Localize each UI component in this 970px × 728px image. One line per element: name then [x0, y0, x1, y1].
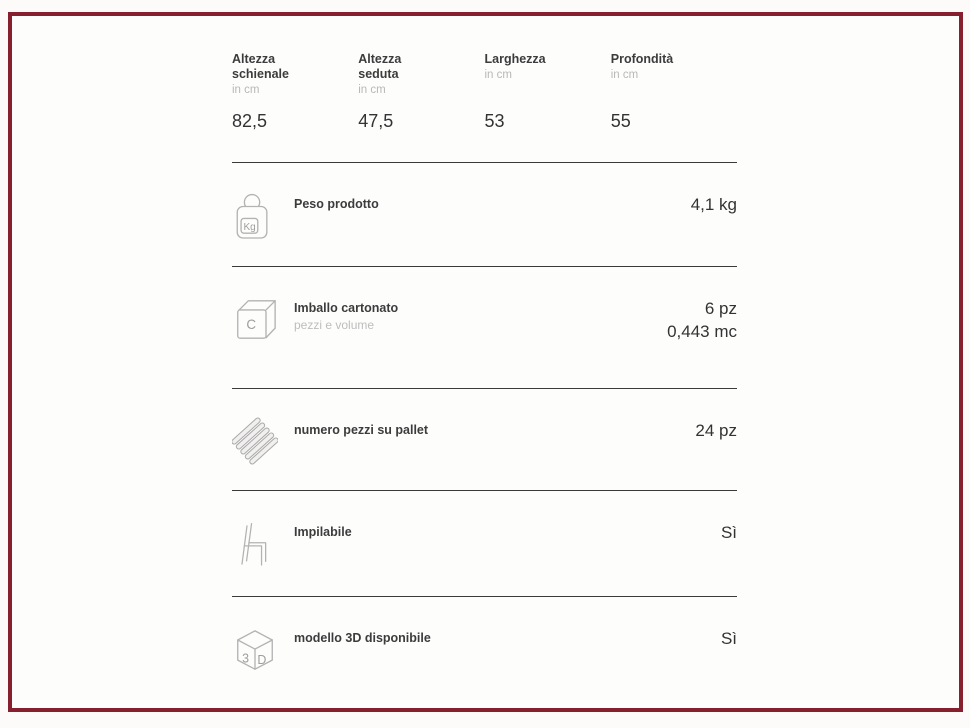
- dimension-value: 55: [610, 111, 631, 131]
- dimensions-header: [232, 52, 737, 162]
- svg-text:C: C: [246, 317, 257, 333]
- spec-label: numero pezzi su pallet: [294, 423, 429, 437]
- dimension-unit: in cm: [610, 69, 639, 81]
- page-border-frame: [8, 12, 963, 712]
- dimension-label: Altezza seduta: [358, 52, 402, 81]
- svg-text:Kg: Kg: [243, 221, 256, 233]
- dimension-seat-height: [358, 52, 484, 132]
- dimension-value: 47,5: [358, 111, 394, 131]
- spec-row-pallet: [232, 388, 737, 490]
- cube-3d-icon: [232, 625, 278, 677]
- spec-label: Imballo cartonato: [294, 301, 399, 315]
- spec-value: Sì: [720, 629, 737, 648]
- product-spec-sheet: [232, 16, 737, 696]
- dimension-value: 53: [484, 111, 505, 131]
- dimension-depth: [611, 52, 737, 132]
- svg-text:D: D: [257, 652, 267, 667]
- carton-package-icon: [232, 295, 278, 345]
- dimension-unit: in cm: [358, 84, 386, 96]
- dimension-unit: in cm: [484, 69, 512, 81]
- stackable-chair-icon: [232, 519, 278, 571]
- spec-value: 6 pz 0,443 mc: [667, 299, 737, 341]
- spec-value: 24 pz: [695, 421, 737, 440]
- dimension-value: 82,5: [232, 111, 268, 131]
- spec-value: 4,1 kg: [690, 195, 737, 214]
- spec-row-weight: [232, 162, 737, 266]
- dimension-label: Altezza schienale: [232, 52, 289, 81]
- dimension-back-height: [232, 52, 358, 132]
- spec-label: modello 3D disponibile: [294, 631, 431, 645]
- spec-row-stackable: [232, 490, 737, 596]
- svg-text:3: 3: [242, 651, 249, 666]
- pallet-icon: [232, 417, 278, 465]
- spec-value: Sì: [720, 523, 737, 542]
- spec-label: Peso prodotto: [294, 197, 379, 211]
- spec-row-3d-model: [232, 596, 737, 696]
- spec-sublabel: pezzi e volume: [294, 318, 375, 332]
- spec-label: Impilabile: [294, 525, 352, 539]
- dimension-label: Larghezza: [484, 52, 546, 66]
- dimension-label: Profondità: [610, 52, 674, 66]
- kg-weight-icon: [232, 191, 278, 243]
- dimension-width: [485, 52, 611, 132]
- spec-row-packaging: [232, 266, 737, 388]
- dimension-unit: in cm: [232, 84, 260, 96]
